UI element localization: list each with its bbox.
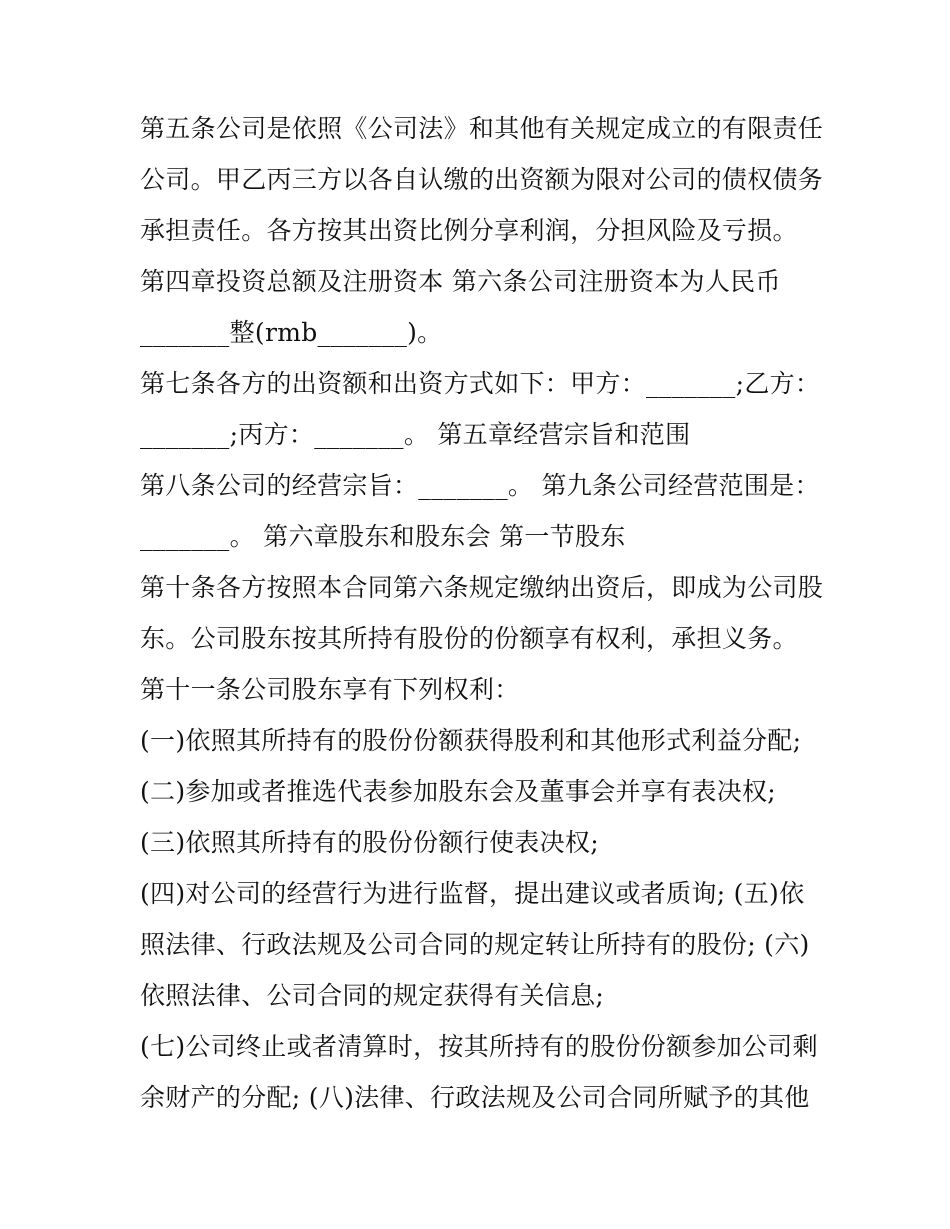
text-line: _______;丙方：_______。 第五章经营宗旨和范围 bbox=[140, 420, 691, 449]
text-line: (一)依照其所持有的股份份额获得股利和其他形式利益分配; bbox=[140, 726, 802, 755]
text-line: 承担责任。各方按其出资比例分享利润，分担风险及亏损。 bbox=[140, 216, 798, 245]
text-line: 第五条公司是依照《公司法》和其他有关规定成立的有限责任 bbox=[140, 114, 824, 143]
text-line: _______。 第六章股东和股东会 第一节股东 bbox=[140, 522, 626, 551]
text-line: 东。公司股东按其所持有股份的份额享有权利，承担义务。 bbox=[140, 624, 798, 653]
text-line: 第十一条公司股东享有下列权利： bbox=[140, 675, 520, 704]
text-line: 第四章投资总额及注册资本 第六条公司注册资本为人民币 bbox=[140, 267, 781, 296]
text-line: _______整(rmb_______)。 bbox=[140, 318, 443, 347]
text-line: (二)参加或者推选代表参加股东会及董事会并享有表决权; bbox=[140, 777, 777, 806]
text-line: 余财产的分配; (八)法律、行政法规及公司合同所赋予的其他 bbox=[140, 1083, 810, 1112]
text-line: (七)公司终止或者清算时，按其所持有的股份份额参加公司剩 bbox=[140, 1032, 818, 1061]
text-line: (三)依照其所持有的股份份额行使表决权; bbox=[140, 828, 599, 857]
text-line: 公司。甲乙丙三方以各自认缴的出资额为限对公司的债权债务 bbox=[140, 165, 824, 194]
text-line: 第八条公司的经营宗旨：_______。 第九条公司经营范围是： bbox=[140, 471, 820, 500]
text-line: 照法律、行政法规及公司合同的规定转让所持有的股份; (六) bbox=[140, 930, 810, 959]
text-line: 依照法律、公司合同的规定获得有关信息; bbox=[140, 981, 605, 1010]
text-line: 第十条各方按照本合同第六条规定缴纳出资后，即成为公司股 bbox=[140, 573, 824, 602]
text-line: (四)对公司的经营行为进行监督，提出建议或者质询; (五)依 bbox=[140, 879, 805, 908]
text-line: 第七条各方的出资额和出资方式如下：甲方：_______;乙方： bbox=[140, 369, 821, 398]
